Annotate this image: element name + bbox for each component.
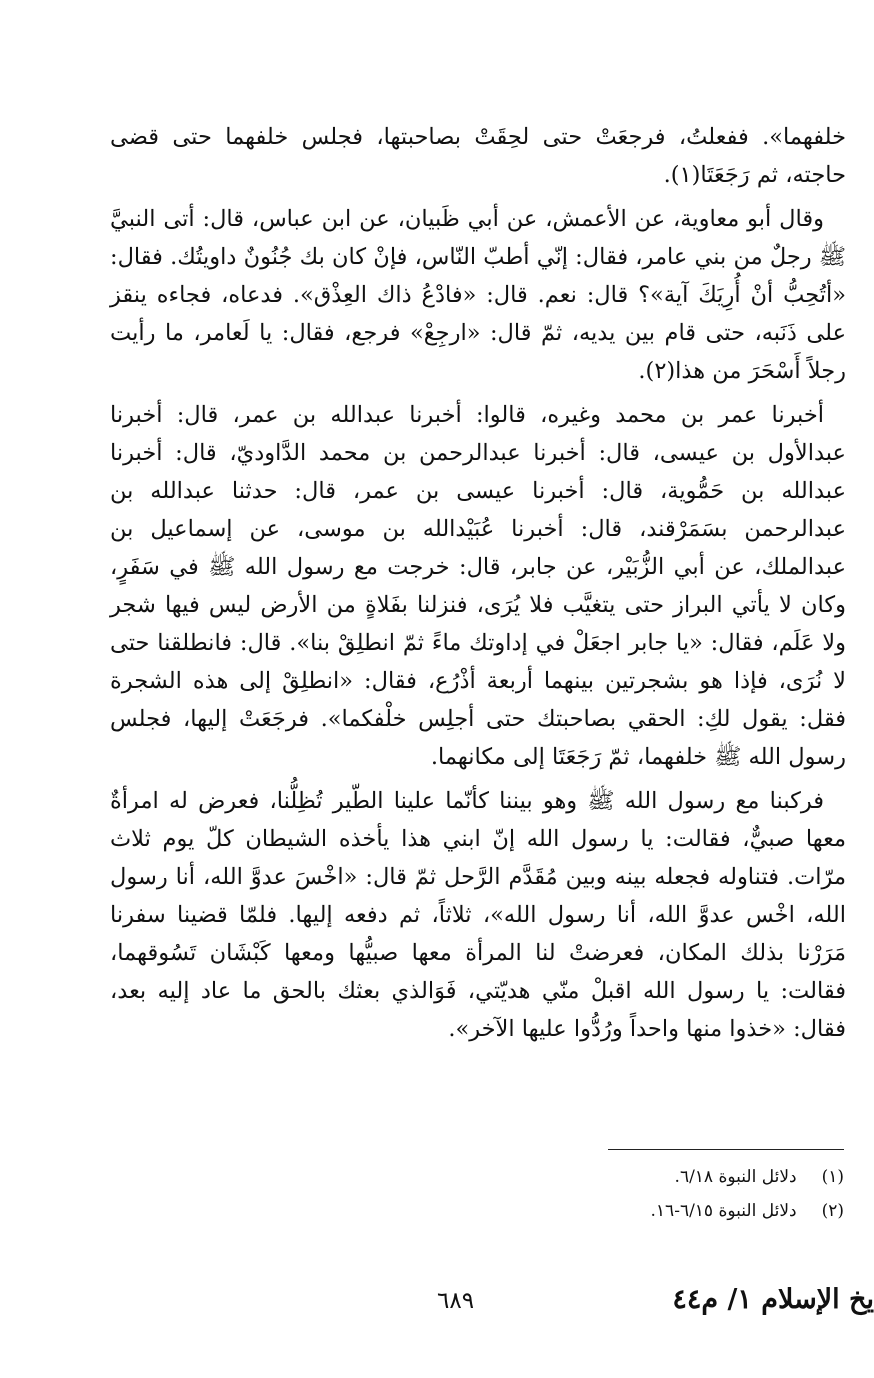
footnote-number: (١) [821, 1167, 844, 1187]
footnote-text: دلائل النبوة ٦/١٨. [674, 1167, 797, 1187]
page-footer [0, 1284, 874, 1334]
main-text [110, 118, 846, 1054]
footnotes [344, 1160, 844, 1228]
footnote-text: دلائل النبوة ٦/١٥-١٦. [650, 1201, 797, 1221]
paragraph-1: خلفهما». ففعلتُ، فرجعَتْ حتى لحِقَتْ بصاحبتها، فجلس خلفهما حتى قضى حاجته، ثم رَجَعَتَا(١). [110, 124, 846, 188]
paragraph-4: فركبنا مع رسول الله ﷺ وهو بيننا كأنّما علينا الطّير تُظِلُّنا، فعرض له امرأةٌ معها صبيٌّ، فقالت: يا رسول الله إنّ ابني هذا يأخذه الشيطان كلّ يوم ثلاث مرّات. فتناوله فجعله بينه وبين مُقَدَّم الرَّحل ثمّ قال: «اخْسَ عدوَّ الله، أنا رسول الله، اخْس عدوَّ الله، أنا رسول الله»، ثلاثاً، ثم دفعه إليها. فلمّا قضينا سفرنا مَرَرْنا بذلك المكان، فعرضتْ لنا المرأة معها صبيُّها ومعها كَبْشَان تَسُوقهما، فقالت: يا رسول الله اقبلْ منّي هديّتي، فَوَالذي بعثك بالحق ما عاد إليه بعد، فقال: «خذوا منها واحداً ورُدُّوا عليها الآخر». [110, 788, 846, 1042]
paragraph-3: أخبرنا عمر بن محمد وغيره، قالوا: أخبرنا عبدالله بن عمر، قال: أخبرنا عبدالأول بن عيسى، قال: أخبرنا عبدالرحمن بن محمد الدَّاوديّ، قال: أخبرنا عبدالله بن حَمُّوية، قال: أخبرنا عيسى بن عمر، قال: حدثنا عبدالله بن عبدالرحمن بسَمَرْقند، قال: أخبرنا عُبَيْدالله بن موسى، عن إسماعيل بن عبدالملك، عن أبي الزُّبَيْر، عن جابر، قال: خرجت مع رسول الله ﷺ في سَفَرٍ، وكان لا يأتي البراز حتى يتغيَّب فلا يُرَى، فنزلنا بفَلاةٍ من الأرض ليس فيها شجر ولا عَلَم، فقال: «يا جابر اجعَلْ في إداوتك ماءً ثمّ انطلِقْ بنا». قال: فانطلقنا حتى لا نُرَى، فإذا هو بشجرتين بينهما أربعة أذْرُع، فقال: «انطلِقْ إلى هذه الشجرة فقل: يقول لكِ: الحقي بصاحبتك حتى أجلِس خلْفكما». فرجَعَتْ إليها، فجلس رسول الله ﷺ خلفهما، ثمّ رَجَعَتَا إلى مكانهما. [110, 402, 846, 770]
page-number: ٦٨٩ [437, 1288, 475, 1314]
paragraph-2: وقال أبو معاوية، عن الأعمش، عن أبي ظَبيان، عن ابن عباس، قال: أتى النبيَّ ﷺ رجلٌ من بني عامر، فقال: إنّي أطبّ النّاس، فإنْ كان بك جُنُونٌ داويتُك. فقال: «أتُحِبُّ أنْ أُرِيَكَ آية»؟ قال: نعم. قال: «فادْعُ ذاك العِذْق». فدعاه، فجاءه ينقز على ذَنَبه، حتى قام بين يديه، ثمّ قال: «ارجِعْ» فرجع، فقال: يا لَعامر، ما رأيت رجلاً أَسْحَرَ من هذا(٢). [110, 206, 846, 384]
footnote-divider [608, 1149, 844, 1150]
footnote-number: (٢) [821, 1201, 844, 1221]
running-title: يخ الإسلام ١/ م٤٤ [672, 1284, 874, 1315]
footnote-1 [344, 1160, 844, 1194]
footnote-2 [344, 1194, 844, 1228]
